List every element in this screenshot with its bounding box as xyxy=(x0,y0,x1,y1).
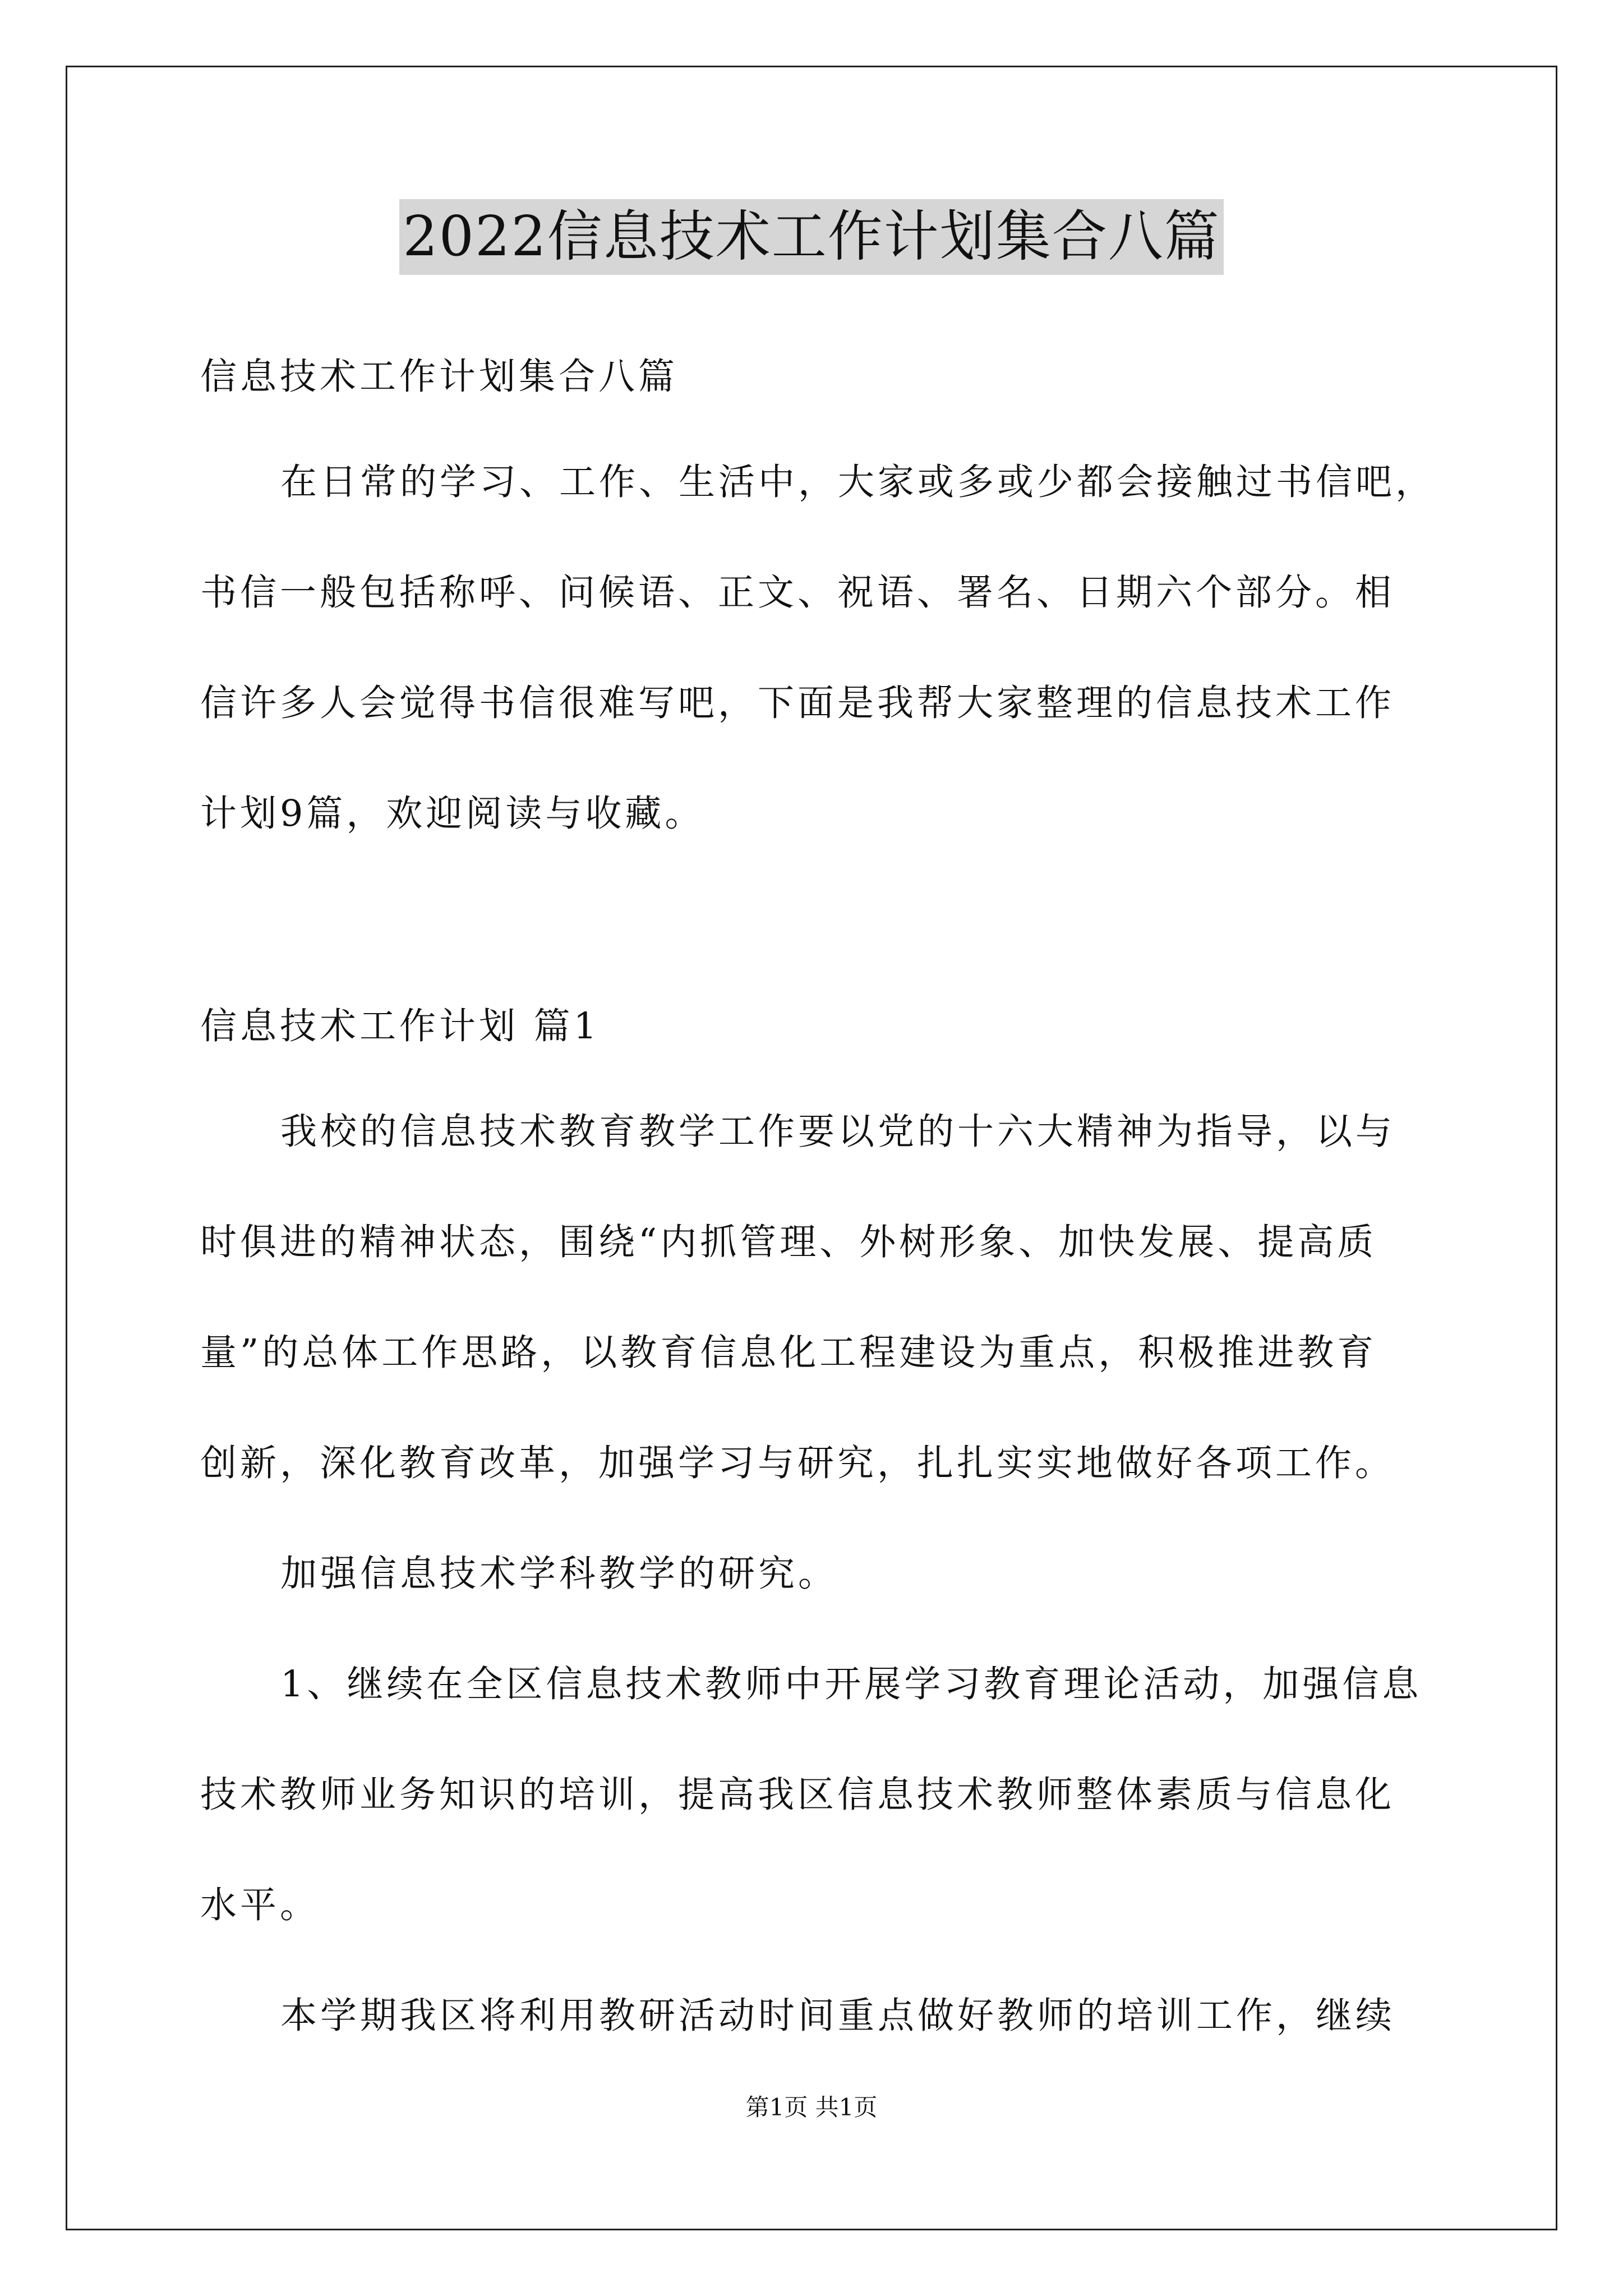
section-line-7: 技术教师业务知识的培训，提高我区信息技术教师整体素质与信息化 xyxy=(200,1774,1395,1816)
section-line-8: 水平。 xyxy=(200,1884,320,1926)
document-title: 2022信息技术工作计划集合八篇 xyxy=(399,199,1223,275)
section-line-2: 时俱进的精神状态，围绕“内抓管理、外树形象、加快发展、提高质 xyxy=(200,1221,1377,1263)
section-heading: 信息技术工作计划 篇1 xyxy=(200,1005,601,1047)
section-line-3: 量”的总体工作思路，以教育信息化工程建设为重点，积极推进教育 xyxy=(200,1332,1377,1374)
intro-line-1: 在日常的学习、工作、生活中，大家或多或少都会接触过书信吧， xyxy=(280,461,1436,503)
intro-line-3: 信许多人会觉得书信很难写吧，下面是我帮大家整理的信息技术工作 xyxy=(200,682,1395,724)
intro-line-2: 书信一般包括称呼、问候语、正文、祝语、署名、日期六个部分。相 xyxy=(200,572,1395,614)
title-container xyxy=(0,199,1623,275)
intro-line-4: 计划9篇，欢迎阅读与收藏。 xyxy=(200,793,705,835)
section-line-4: 创新，深化教育改革，加强学习与研究，扎扎实实地做好各项工作。 xyxy=(200,1442,1395,1484)
section-line-6: 1、继续在全区信息技术教师中开展学习教育理论活动，加强信息 xyxy=(280,1663,1422,1705)
page-footer: 第1页 共1页 xyxy=(745,2093,878,2121)
document-subtitle: 信息技术工作计划集合八篇 xyxy=(200,356,679,398)
section-line-9: 本学期我区将利用教研活动时间重点做好教师的培训工作，继续 xyxy=(280,1995,1396,2037)
section-line-5: 加强信息技术学科教学的研究。 xyxy=(280,1553,838,1595)
section-line-1: 我校的信息技术教育教学工作要以党的十六大精神为指导，以与 xyxy=(280,1111,1396,1153)
